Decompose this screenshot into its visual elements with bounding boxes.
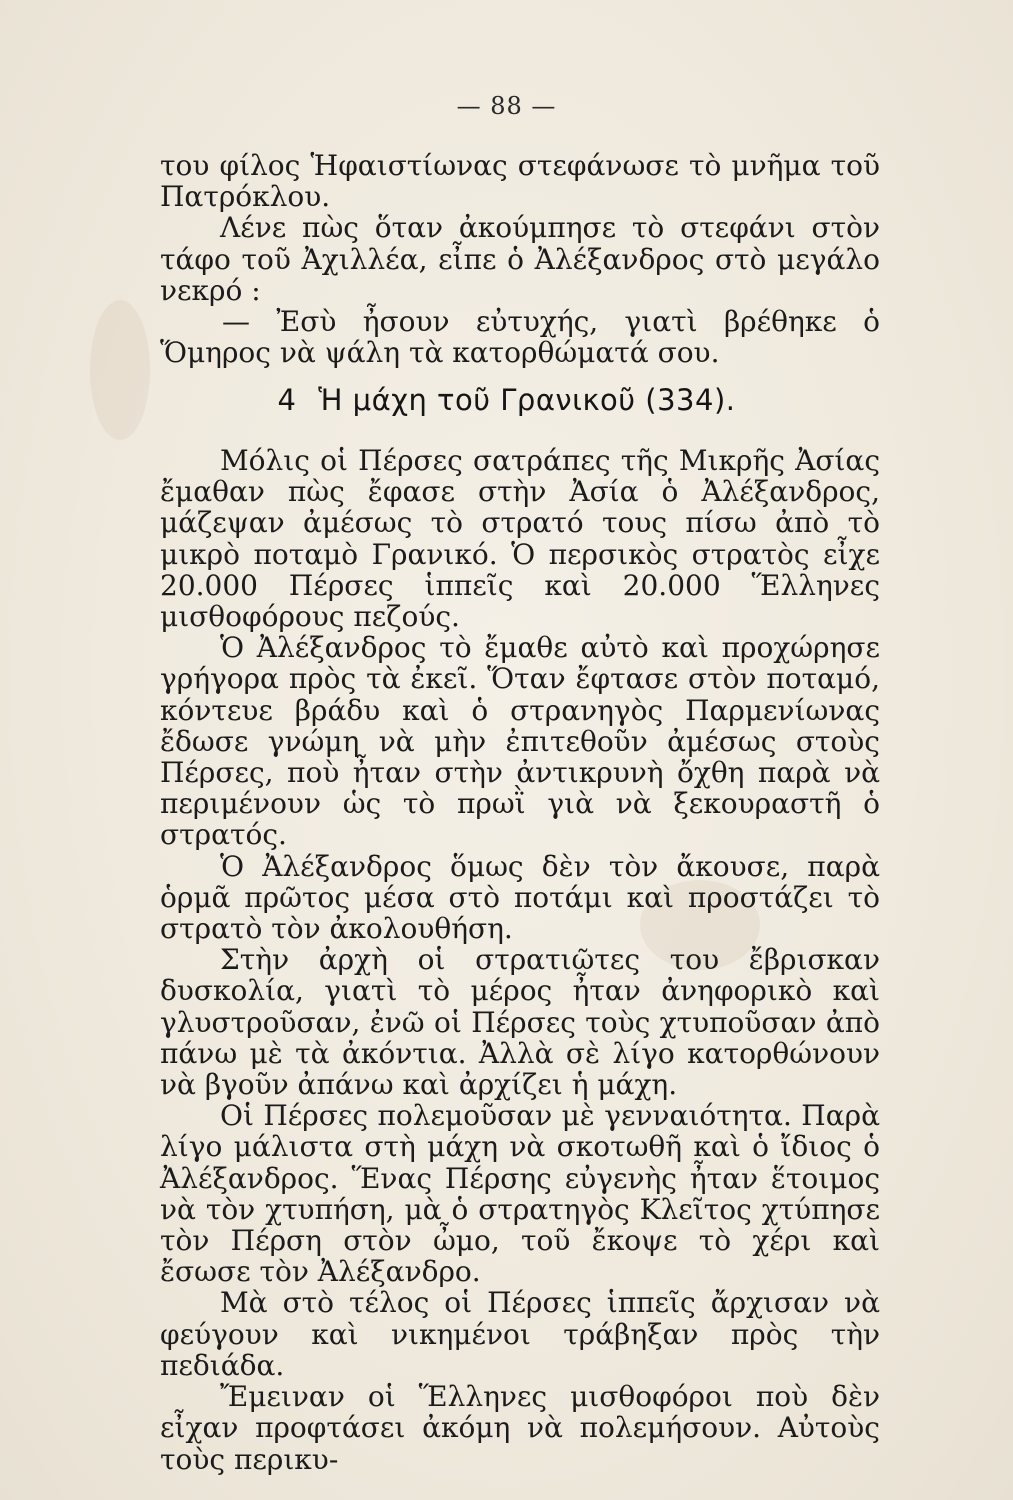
paragraph: Οἱ Πέρσες πολεμοῦσαν μὲ γενναιότητα. Παρὰ λίγο μάλιστα στὴ μάχη νὰ σκοτωθῆ καὶ ὁ ἴδιος ὁ Ἀλέξανδρος. Ἕνας Πέρσης εὐγενὴς ἦταν ἕτοιμος νὰ τὸν χτυπήση, μὰ ὁ στρατηγὸς Κλεῖτος χτύπησε τὸν Πέρση στὸν ὦμο, τοῦ ἔκοψε τὸ χέρι καὶ ἔσωσε τὸν Ἀλέξανδρο. [160, 1099, 880, 1289]
section-heading [0, 382, 1013, 418]
paragraph: Ὁ Ἀλέξανδρος τὸ ἔμαθε αὐτὸ καὶ προχώρησε γρήγορα πρὸς τὰ ἐκεῖ. Ὅταν ἔφτασε στὸν ποταμό, κόντευε βράδυ καὶ ὁ στρανηγὸς Παρμενίωνας ἔδωσε γνώμη νὰ μὴν ἐπιτεθοῦν ἀμέσως στοὺς Πέρσες, ποὺ ἦταν στὴν ἀντικρυνὴ ὄχθη παρὰ νὰ περιμένουν ὡς τὸ πρωῒ γιὰ νὰ ξεκουραστῆ ὁ στρατός. [160, 631, 880, 852]
paragraph: Μόλις οἱ Πέρσες σατράπες τῆς Μικρῆς Ἀσίας ἔμαθαν πὼς ἔφασε στὴν Ἀσία ὁ Ἀλέξανδρος, μάζεψαν ἀμέσως τὸ στρατό τους πίσω ἀπὸ τὸ μικρὸ ποταμὸ Γρανικό. Ὁ περσικὸς στρατὸς εἶχε 20.000 Πέρσες ἱππεῖς καὶ 20.000 Ἕλληνες μισθοφόρους πεζούς. [160, 444, 880, 634]
section-number: 4 [277, 383, 297, 417]
paragraph: Λένε πὼς ὅταν ἀκούμπησε τὸ στεφάνι στὸν τάφο τοῦ Ἀχιλλέα, εἶπε ὁ Ἀλέξανδρος στὸ μεγάλο νεκρό : [160, 211, 880, 307]
section-title: Ἡ μάχη τοῦ Γρανικοῦ (334). [318, 383, 736, 417]
paragraph: Στὴν ἀρχὴ οἱ στρατιῶτες του ἔβρισκαν δυσκολία, γιατὶ τὸ μέρος ἦταν ἀνηφορικὸ καὶ γλυστροῦσαν, ἐνῶ οἱ Πέρσες τοὺς χτυποῦσαν ἀπὸ πάνω μὲ τὰ ἀκόντια. Ἀλλὰ σὲ λίγο κατορθώνουν νὰ βγοῦν ἀπάνω καὶ ἀρχίζει ἡ μάχη. [160, 943, 880, 1102]
section-body [160, 445, 880, 1475]
paragraph: του φίλος Ἡφαιστίωνας στεφάνωσε τὸ μνῆμα τοῦ Πατρόκλου. [160, 149, 880, 214]
paragraph: Ὁ Ἀλέξανδρος ὅμως δὲν τὸν ἄκουσε, παρὰ ὁρμᾶ πρῶτος μέσα στὸ ποτάμι καὶ προστάζει τὸ στρατὸ τὸν ἀκολουθήση. [160, 849, 880, 946]
paper-stain [90, 300, 150, 440]
dialog-line: — Ἐσὺ ἦσουν εὐτυχής, γιατὶ βρέθηκε ὁ Ὅμηρος νὰ ψάλη τὰ κατορθώματά σου. [160, 305, 880, 370]
intro-text [160, 150, 880, 368]
paragraph: Ἔμειναν οἱ Ἕλληνες μισθοφόροι ποὺ δὲν εἶχαν προφτάσει ἀκόμη νὰ πολεμήσουν. Αὐτοὺς τοὺς περικυ- [160, 1380, 880, 1476]
paragraph: Μὰ στὸ τέλος οἱ Πέρσες ἱππεῖς ἄρχισαν νὰ φεύγουν καὶ νικημένοι τράβηξαν πρὸς τὴν πεδιάδα. [160, 1286, 880, 1382]
page-number: — 88 — [456, 92, 557, 120]
